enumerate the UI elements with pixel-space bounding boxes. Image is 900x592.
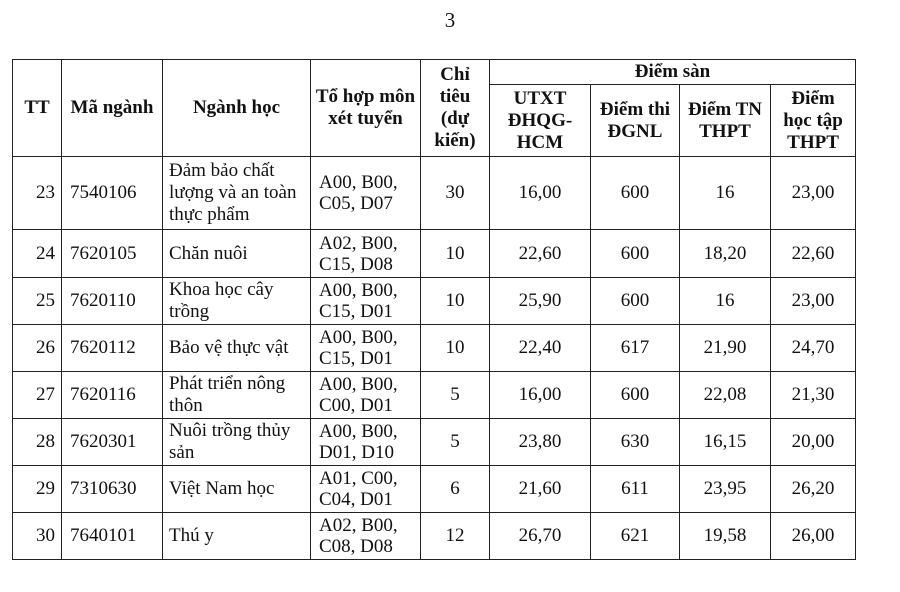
cell-dgnl: 600 [591, 230, 680, 278]
cell-dgnl: 600 [591, 372, 680, 419]
table-row [13, 325, 856, 372]
cell-nganh-hoc: Khoa học cây trồng [163, 278, 311, 325]
header-diem-san: Điểm sàn [490, 60, 856, 85]
cell-hoc-tap: 22,60 [771, 230, 856, 278]
cell-to-hop: A00, B00, C15, D01 [311, 278, 421, 325]
cell-ma-nganh: 7620116 [62, 372, 163, 419]
cell-utxt: 25,90 [490, 278, 591, 325]
cell-nganh-hoc: Phát triển nông thôn [163, 372, 311, 419]
cell-utxt: 22,60 [490, 230, 591, 278]
table-row [13, 466, 856, 513]
cell-chi-tieu: 5 [421, 372, 490, 419]
cell-hoc-tap: 26,20 [771, 466, 856, 513]
table-row [13, 278, 856, 325]
header-nganh-hoc: Ngành học [163, 60, 311, 157]
cell-to-hop: A02, B00, C08, D08 [311, 513, 421, 560]
cell-to-hop: A00, B00, C00, D01 [311, 372, 421, 419]
cell-to-hop: A01, C00, C04, D01 [311, 466, 421, 513]
cell-ma-nganh: 7540106 [62, 157, 163, 230]
cell-utxt: 26,70 [490, 513, 591, 560]
table-row [13, 157, 856, 230]
table-row [13, 230, 856, 278]
header-tn-thpt: Điểm TN THPT [680, 85, 771, 157]
cell-to-hop: A00, B00, C15, D01 [311, 325, 421, 372]
cell-utxt: 16,00 [490, 157, 591, 230]
cell-to-hop: A02, B00, C15, D08 [311, 230, 421, 278]
header-tt: TT [13, 60, 62, 157]
cell-ma-nganh: 7620105 [62, 230, 163, 278]
cell-tn-thpt: 16 [680, 278, 771, 325]
cell-hoc-tap: 24,70 [771, 325, 856, 372]
cell-dgnl: 630 [591, 419, 680, 466]
cell-dgnl: 600 [591, 157, 680, 230]
cell-utxt: 16,00 [490, 372, 591, 419]
header-to-hop: Tổ hợp môn xét tuyển [311, 60, 421, 157]
cell-tn-thpt: 18,20 [680, 230, 771, 278]
cell-tn-thpt: 16 [680, 157, 771, 230]
cell-dgnl: 617 [591, 325, 680, 372]
cell-chi-tieu: 10 [421, 325, 490, 372]
table-row [13, 513, 856, 560]
cell-dgnl: 621 [591, 513, 680, 560]
cell-chi-tieu: 10 [421, 230, 490, 278]
admission-score-table [12, 59, 856, 560]
cell-hoc-tap: 20,00 [771, 419, 856, 466]
cell-chi-tieu: 10 [421, 278, 490, 325]
cell-tt: 25 [13, 278, 62, 325]
header-ma-nganh: Mã ngành [62, 60, 163, 157]
cell-tt: 29 [13, 466, 62, 513]
cell-nganh-hoc: Bảo vệ thực vật [163, 325, 311, 372]
cell-tt: 28 [13, 419, 62, 466]
table-row [13, 372, 856, 419]
table-row [13, 419, 856, 466]
cell-tn-thpt: 21,90 [680, 325, 771, 372]
cell-nganh-hoc: Chăn nuôi [163, 230, 311, 278]
cell-ma-nganh: 7620301 [62, 419, 163, 466]
cell-chi-tieu: 6 [421, 466, 490, 513]
cell-tt: 30 [13, 513, 62, 560]
cell-nganh-hoc: Thú y [163, 513, 311, 560]
cell-tt: 24 [13, 230, 62, 278]
cell-utxt: 22,40 [490, 325, 591, 372]
cell-dgnl: 611 [591, 466, 680, 513]
cell-nganh-hoc: Nuôi trồng thủy sản [163, 419, 311, 466]
cell-tn-thpt: 23,95 [680, 466, 771, 513]
cell-tn-thpt: 19,58 [680, 513, 771, 560]
cell-ma-nganh: 7310630 [62, 466, 163, 513]
cell-hoc-tap: 23,00 [771, 278, 856, 325]
cell-chi-tieu: 5 [421, 419, 490, 466]
cell-hoc-tap: 26,00 [771, 513, 856, 560]
cell-tt: 26 [13, 325, 62, 372]
page-number: 3 [444, 8, 456, 32]
cell-chi-tieu: 30 [421, 157, 490, 230]
cell-dgnl: 600 [591, 278, 680, 325]
header-utxt: UTXT ĐHQG-HCM [490, 85, 591, 157]
cell-nganh-hoc: Việt Nam học [163, 466, 311, 513]
cell-utxt: 21,60 [490, 466, 591, 513]
cell-to-hop: A00, B00, D01, D10 [311, 419, 421, 466]
cell-tt: 27 [13, 372, 62, 419]
cell-nganh-hoc: Đảm bảo chất lượng và an toàn thực phẩm [163, 157, 311, 230]
cell-tn-thpt: 16,15 [680, 419, 771, 466]
cell-tn-thpt: 22,08 [680, 372, 771, 419]
cell-hoc-tap: 23,00 [771, 157, 856, 230]
cell-ma-nganh: 7640101 [62, 513, 163, 560]
cell-chi-tieu: 12 [421, 513, 490, 560]
cell-ma-nganh: 7620112 [62, 325, 163, 372]
cell-to-hop: A00, B00, C05, D07 [311, 157, 421, 230]
header-dgnl: Điểm thi ĐGNL [591, 85, 680, 157]
cell-utxt: 23,80 [490, 419, 591, 466]
header-chi-tieu: Chỉ tiêu (dự kiến) [421, 60, 490, 157]
cell-ma-nganh: 7620110 [62, 278, 163, 325]
header-hoc-tap: Điểm học tập THPT [771, 85, 856, 157]
cell-hoc-tap: 21,30 [771, 372, 856, 419]
cell-tt: 23 [13, 157, 62, 230]
